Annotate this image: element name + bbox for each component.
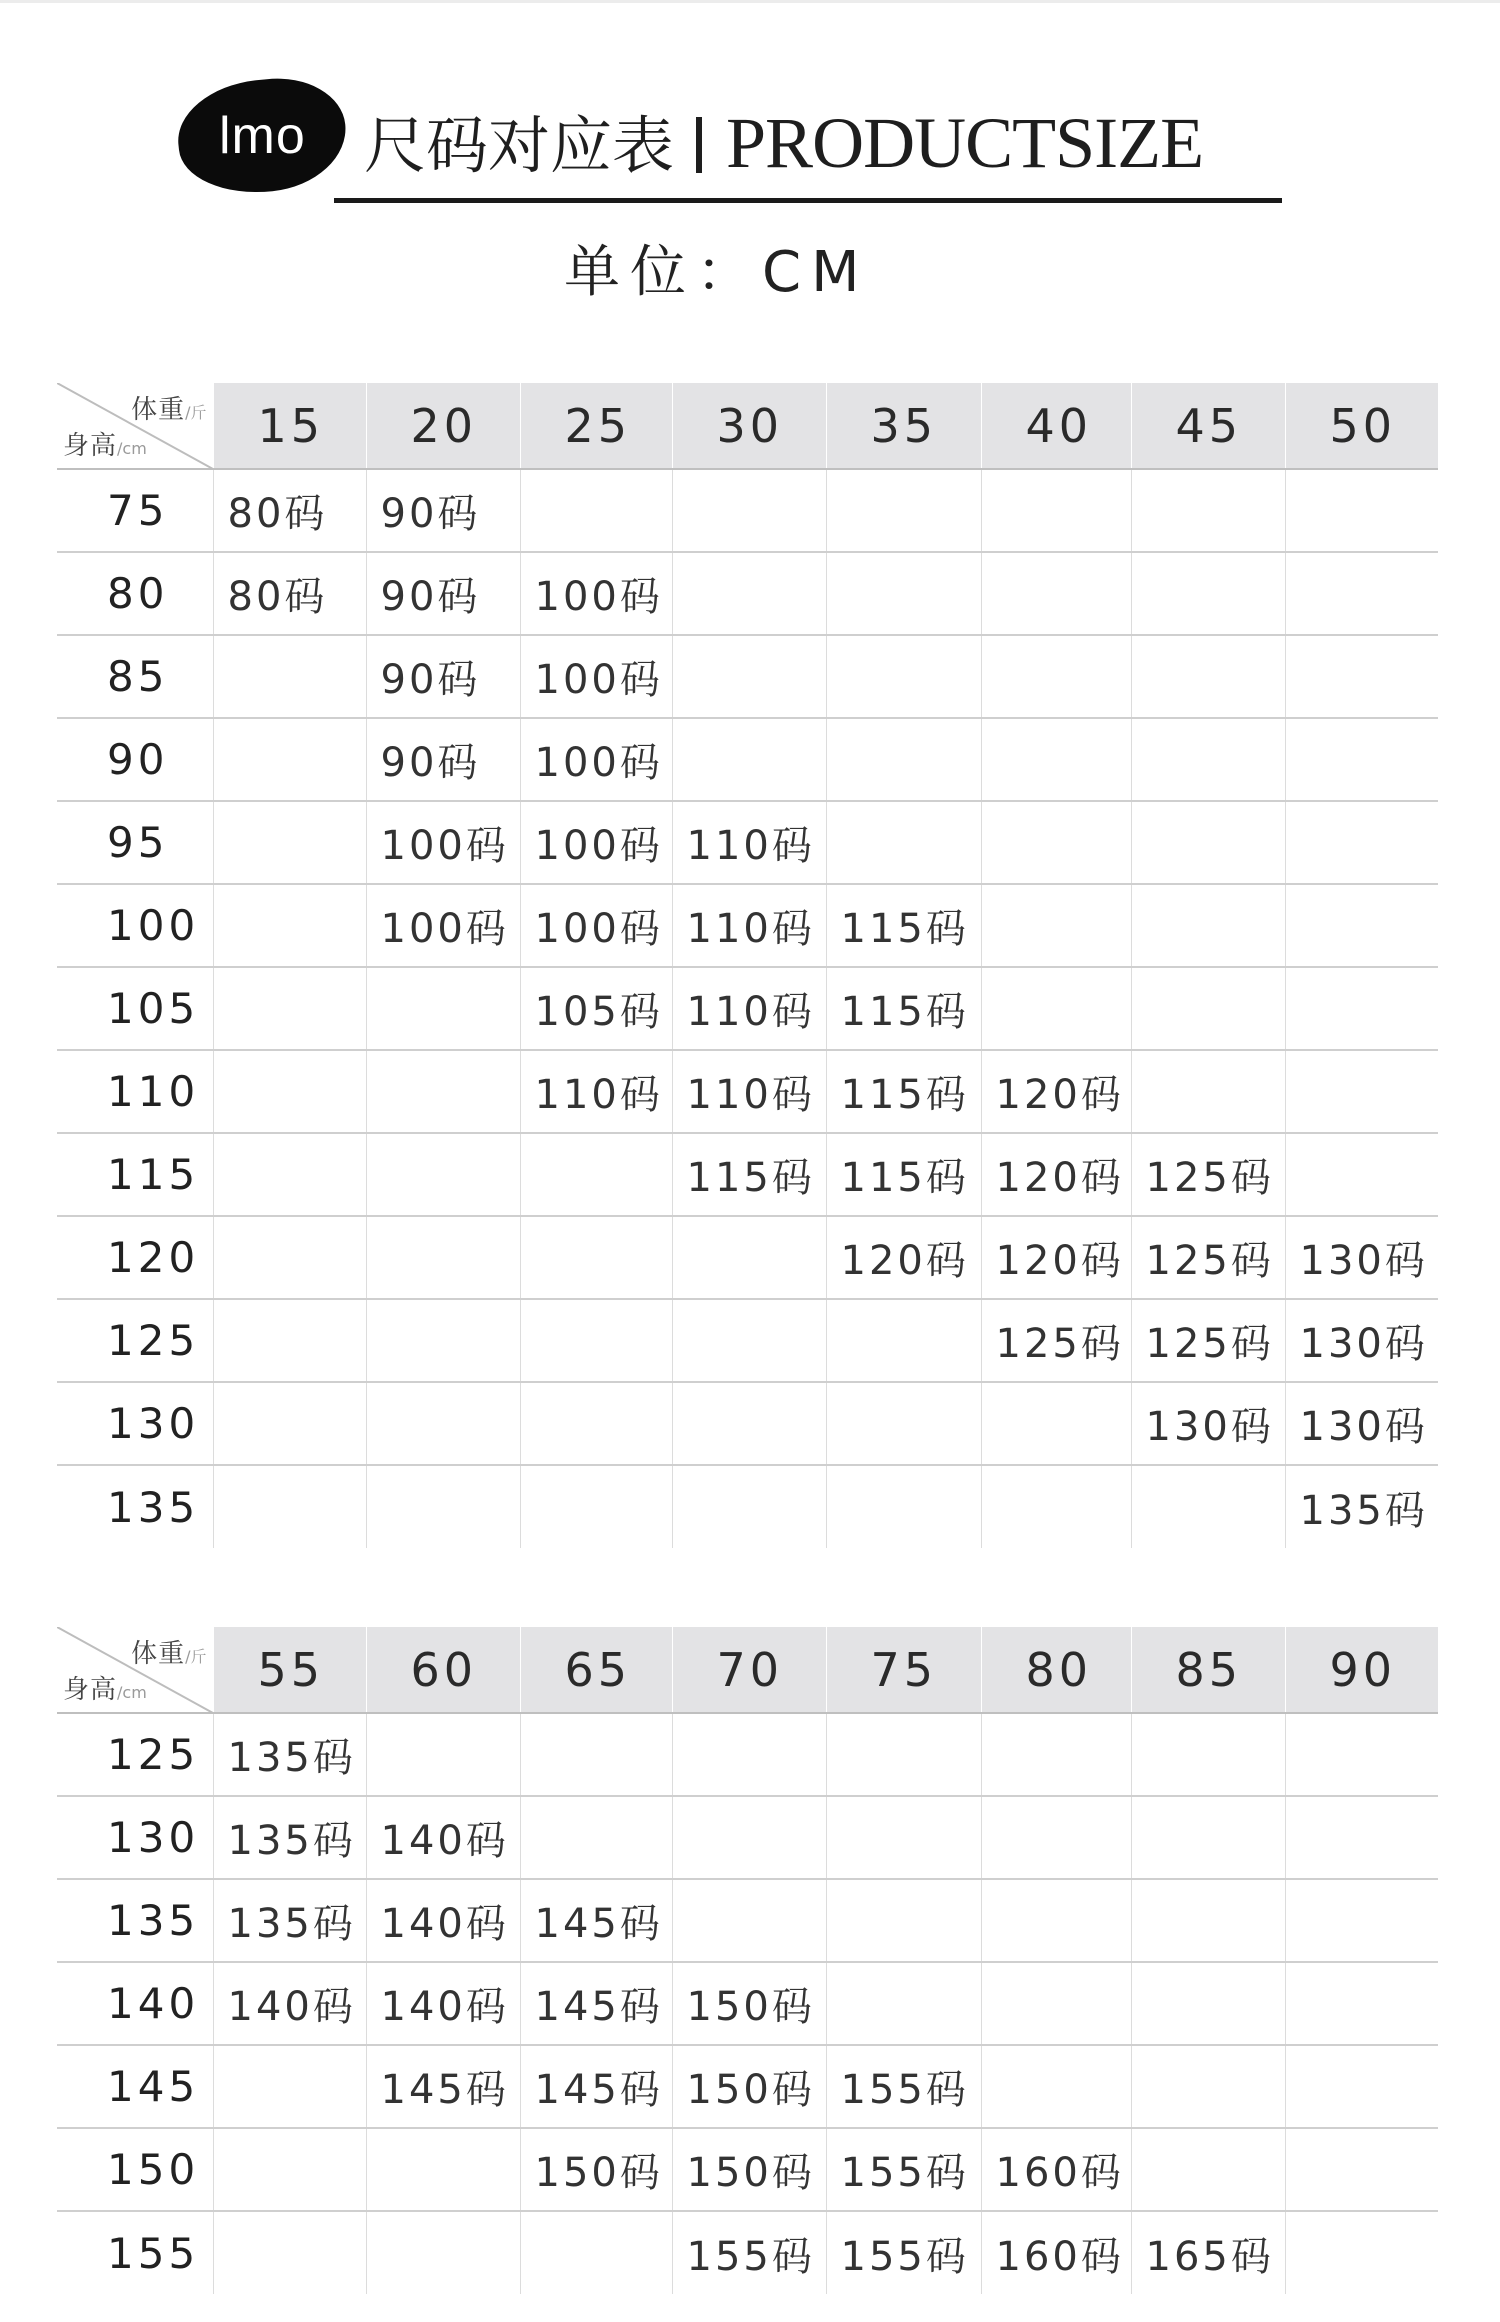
weight-column-header: 55	[213, 1627, 366, 1713]
table-row	[57, 1050, 1438, 1133]
size-cell	[826, 1299, 981, 1382]
size-cell	[366, 1050, 520, 1133]
height-axis-label	[63, 425, 147, 462]
size-cell	[213, 2128, 366, 2211]
height-row-header: 125	[57, 1299, 213, 1382]
height-row-header: 130	[57, 1796, 213, 1879]
table-row	[57, 1796, 1438, 1879]
size-cell	[520, 1465, 672, 1548]
weight-column-header: 35	[826, 383, 981, 469]
size-cell	[981, 2045, 1131, 2128]
size-cell	[1285, 2045, 1438, 2128]
size-cell: 115码	[826, 1050, 981, 1133]
size-cell: 100码	[366, 801, 520, 884]
size-cell: 145码	[520, 1879, 672, 1962]
size-cell: 130码	[1285, 1299, 1438, 1382]
size-cell	[672, 1796, 826, 1879]
table-row	[57, 1465, 1438, 1548]
size-cell	[1131, 967, 1285, 1050]
size-cell	[1285, 1050, 1438, 1133]
table-row	[57, 718, 1438, 801]
size-cell: 120码	[981, 1050, 1131, 1133]
weight-column-header: 15	[213, 383, 366, 469]
size-cell	[213, 718, 366, 801]
page-title	[364, 96, 1203, 185]
size-cell	[981, 967, 1131, 1050]
size-cell	[1131, 1962, 1285, 2045]
size-cell: 140码	[366, 1879, 520, 1962]
height-row-header: 135	[107, 1482, 200, 1532]
size-cell	[1285, 552, 1438, 635]
size-cell: 80码	[213, 469, 366, 552]
size-cell	[1285, 967, 1438, 1050]
height-row-header: 115	[57, 1133, 213, 1216]
weight-label: 体重	[131, 395, 186, 425]
size-cell	[1285, 469, 1438, 552]
table-row	[57, 1133, 1438, 1216]
corner-cell	[57, 1627, 213, 1713]
size-cell	[826, 1879, 981, 1962]
height-row-header: 105	[57, 967, 213, 1050]
size-cell: 140码	[366, 1962, 520, 2045]
size-cell	[1285, 1133, 1438, 1216]
height-row-header: 130	[57, 1382, 213, 1465]
size-cell: 110码	[672, 884, 826, 967]
size-cell	[981, 801, 1131, 884]
size-cell	[1285, 884, 1438, 967]
table-row	[57, 801, 1438, 884]
size-cell: 145码	[520, 1962, 672, 2045]
size-cell	[520, 2211, 672, 2294]
weight-column-header: 75	[826, 1627, 981, 1713]
size-cell	[520, 1299, 672, 1382]
size-cell	[826, 1962, 981, 2045]
table-row	[57, 1216, 1438, 1299]
weight-column-header: 85	[1131, 1627, 1285, 1713]
size-cell	[981, 718, 1131, 801]
size-cell	[213, 1465, 366, 1548]
size-cell	[213, 1050, 366, 1133]
height-row-header: 85	[57, 635, 213, 718]
size-cell: 100码	[520, 884, 672, 967]
weight-column-header: 45	[1131, 383, 1285, 469]
brand-logo	[173, 72, 352, 201]
size-cell	[520, 469, 672, 552]
table-row	[57, 1299, 1438, 1382]
size-cell: 135码	[213, 1713, 366, 1796]
size-cell: 135码	[213, 1879, 366, 1962]
height-row-header: 140	[57, 1962, 213, 2045]
size-cell: 110码	[520, 1050, 672, 1133]
size-cell: 125码	[1131, 1299, 1285, 1382]
height-label: 身高	[63, 1675, 118, 1705]
size-cell: 130码	[1131, 1382, 1285, 1465]
size-cell: 135码	[213, 1796, 366, 1879]
title-separator	[696, 117, 702, 173]
weight-column-header: 30	[672, 383, 826, 469]
size-cell	[366, 2128, 520, 2211]
size-cell	[213, 1382, 366, 1465]
height-row-header: 145	[57, 2045, 213, 2128]
size-cell	[826, 1465, 981, 1548]
weight-axis-label	[131, 1633, 206, 1670]
weight-unit: /斤	[185, 1647, 207, 1666]
size-cell	[672, 552, 826, 635]
size-cell: 100码	[520, 801, 672, 884]
size-cell	[213, 884, 366, 967]
size-cell	[826, 718, 981, 801]
size-table-large	[57, 1627, 1438, 2294]
size-cell	[1131, 1050, 1285, 1133]
title-en: PRODUCTSIZE	[726, 103, 1204, 183]
header-row	[57, 1627, 1438, 1713]
size-cell: 125码	[981, 1299, 1131, 1382]
size-cell	[672, 718, 826, 801]
size-cell	[826, 552, 981, 635]
height-row-header: 95	[57, 801, 213, 884]
weight-column-header: 20	[366, 383, 520, 469]
weight-column-header: 60	[366, 1627, 520, 1713]
size-cell	[213, 967, 366, 1050]
size-cell	[672, 1713, 826, 1796]
size-cell	[981, 1382, 1131, 1465]
size-cell	[826, 801, 981, 884]
table-row	[57, 1962, 1438, 2045]
title-cn: 尺码对应表	[364, 109, 675, 182]
size-cell	[981, 1879, 1131, 1962]
size-cell: 155码	[826, 2045, 981, 2128]
size-cell	[213, 635, 366, 718]
size-cell: 115码	[826, 967, 981, 1050]
weight-column-header: 65	[520, 1627, 672, 1713]
size-cell	[1285, 635, 1438, 718]
height-unit: /cm	[117, 439, 147, 458]
size-cell: 110码	[672, 1050, 826, 1133]
size-cell	[1131, 884, 1285, 967]
size-cell	[826, 469, 981, 552]
table-row	[57, 1879, 1438, 1962]
size-cell	[366, 1713, 520, 1796]
size-cell	[672, 635, 826, 718]
weight-column-header: 25	[520, 383, 672, 469]
page-header	[0, 0, 1500, 320]
size-cell	[520, 1713, 672, 1796]
height-unit: /cm	[117, 1683, 147, 1702]
size-cell: 135码	[1285, 1465, 1438, 1548]
size-cell: 90码	[366, 552, 520, 635]
size-cell: 140码	[366, 1796, 520, 1879]
size-cell: 140码	[213, 1962, 366, 2045]
size-cell	[366, 1465, 520, 1548]
size-cell	[213, 1299, 366, 1382]
size-cell	[520, 1382, 672, 1465]
weight-axis-label	[131, 389, 206, 426]
size-cell: 120码	[981, 1216, 1131, 1299]
size-cell: 160码	[981, 2211, 1131, 2294]
size-cell: 145码	[366, 2045, 520, 2128]
size-cell	[366, 2211, 520, 2294]
height-row-header: 120	[57, 1216, 213, 1299]
size-cell: 90码	[366, 718, 520, 801]
height-row-header: 75	[57, 469, 213, 552]
size-cell: 150码	[672, 2128, 826, 2211]
size-cell: 100码	[366, 884, 520, 967]
size-cell	[1285, 1713, 1438, 1796]
size-cell	[520, 1796, 672, 1879]
corner-cell	[57, 383, 213, 469]
unit-label: 单位：CM	[564, 240, 870, 305]
table-row	[57, 967, 1438, 1050]
size-cell	[826, 635, 981, 718]
size-cell: 145码	[520, 2045, 672, 2128]
height-axis-label	[63, 1669, 147, 1706]
size-cell: 90码	[366, 469, 520, 552]
size-cell	[981, 1962, 1131, 2045]
size-cell	[826, 1382, 981, 1465]
size-cell: 100码	[520, 552, 672, 635]
size-cell	[1131, 1879, 1285, 1962]
size-cell	[213, 801, 366, 884]
table-row	[57, 2211, 1438, 2294]
table-row	[57, 469, 1438, 552]
size-cell	[366, 967, 520, 1050]
size-cell	[213, 2045, 366, 2128]
height-row-header: 110	[57, 1050, 213, 1133]
size-cell: 100码	[520, 635, 672, 718]
size-cell: 90码	[366, 635, 520, 718]
size-cell	[981, 884, 1131, 967]
height-row-header: 125	[57, 1713, 213, 1796]
height-row-header: 150	[57, 2128, 213, 2211]
size-cell	[1285, 1879, 1438, 1962]
size-cell: 115码	[672, 1133, 826, 1216]
table-row	[57, 2128, 1438, 2211]
size-cell	[672, 1382, 826, 1465]
size-table-small	[57, 383, 1438, 1548]
size-cell	[1131, 2128, 1285, 2211]
size-cell: 150码	[672, 2045, 826, 2128]
header-row	[57, 383, 1438, 469]
height-row-header: 135	[57, 1879, 213, 1962]
size-cell	[1131, 635, 1285, 718]
size-cell	[826, 1796, 981, 1879]
size-cell	[1285, 2211, 1438, 2294]
size-cell	[672, 1299, 826, 1382]
title-underline	[334, 198, 1282, 203]
size-cell	[981, 1465, 1131, 1548]
weight-column-header: 80	[981, 1627, 1131, 1713]
size-cell	[1131, 1713, 1285, 1796]
size-cell: 130码	[1285, 1216, 1438, 1299]
height-row-header: 100	[57, 884, 213, 967]
size-cell	[981, 635, 1131, 718]
size-cell: 160码	[981, 2128, 1131, 2211]
table-row	[57, 2045, 1438, 2128]
size-cell: 155码	[826, 2128, 981, 2211]
size-cell: 150码	[672, 1962, 826, 2045]
size-cell	[1285, 801, 1438, 884]
size-cell	[213, 1133, 366, 1216]
size-cell: 125码	[1131, 1216, 1285, 1299]
size-cell	[981, 552, 1131, 635]
size-cell: 100码	[520, 718, 672, 801]
table-row	[57, 1713, 1438, 1796]
weight-column-header: 40	[981, 383, 1131, 469]
size-cell	[981, 1713, 1131, 1796]
size-cell	[981, 469, 1131, 552]
size-cell: 165码	[1131, 2211, 1285, 2294]
height-row-header: 80	[57, 552, 213, 635]
size-cell	[366, 1299, 520, 1382]
size-cell	[981, 1796, 1131, 1879]
size-cell: 115码	[826, 884, 981, 967]
size-cell	[826, 1713, 981, 1796]
size-cell	[1131, 718, 1285, 801]
size-cell: 130码	[1285, 1382, 1438, 1465]
size-cell: 110码	[672, 967, 826, 1050]
height-row-header: 155	[107, 2228, 200, 2278]
size-cell	[1131, 469, 1285, 552]
size-cell: 120码	[826, 1216, 981, 1299]
table-row	[57, 635, 1438, 718]
size-cell: 150码	[520, 2128, 672, 2211]
size-cell	[1285, 718, 1438, 801]
size-cell	[1131, 801, 1285, 884]
size-cell	[366, 1133, 520, 1216]
size-cell: 115码	[826, 1133, 981, 1216]
size-cell	[366, 1382, 520, 1465]
size-cell	[672, 1879, 826, 1962]
size-cell	[672, 1216, 826, 1299]
size-cell: 105码	[520, 967, 672, 1050]
size-cell: 155码	[672, 2211, 826, 2294]
size-cell	[1131, 552, 1285, 635]
size-cell	[520, 1133, 672, 1216]
size-cell	[1131, 1465, 1285, 1548]
table-row	[57, 884, 1438, 967]
size-cell	[672, 1465, 826, 1548]
size-cell	[520, 1216, 672, 1299]
weight-column-header: 70	[672, 1627, 826, 1713]
size-cell	[366, 1216, 520, 1299]
size-cell	[1131, 2045, 1285, 2128]
height-row-header: 90	[57, 718, 213, 801]
size-cell: 120码	[981, 1133, 1131, 1216]
size-cell	[1285, 1796, 1438, 1879]
size-cell	[1285, 1962, 1438, 2045]
table-row	[57, 1382, 1438, 1465]
size-cell	[1285, 2128, 1438, 2211]
brand-logo-text: lmo	[218, 107, 306, 166]
size-cell: 80码	[213, 552, 366, 635]
weight-column-header: 50	[1285, 383, 1438, 469]
size-cell: 155码	[826, 2211, 981, 2294]
height-label: 身高	[63, 431, 118, 461]
size-cell	[213, 1216, 366, 1299]
weight-column-header: 90	[1285, 1627, 1438, 1713]
size-cell: 125码	[1131, 1133, 1285, 1216]
size-cell	[672, 469, 826, 552]
size-cell: 110码	[672, 801, 826, 884]
size-cell	[213, 2211, 366, 2294]
weight-label: 体重	[131, 1639, 186, 1669]
size-cell	[1131, 1796, 1285, 1879]
weight-unit: /斤	[185, 403, 207, 422]
table-row	[57, 552, 1438, 635]
